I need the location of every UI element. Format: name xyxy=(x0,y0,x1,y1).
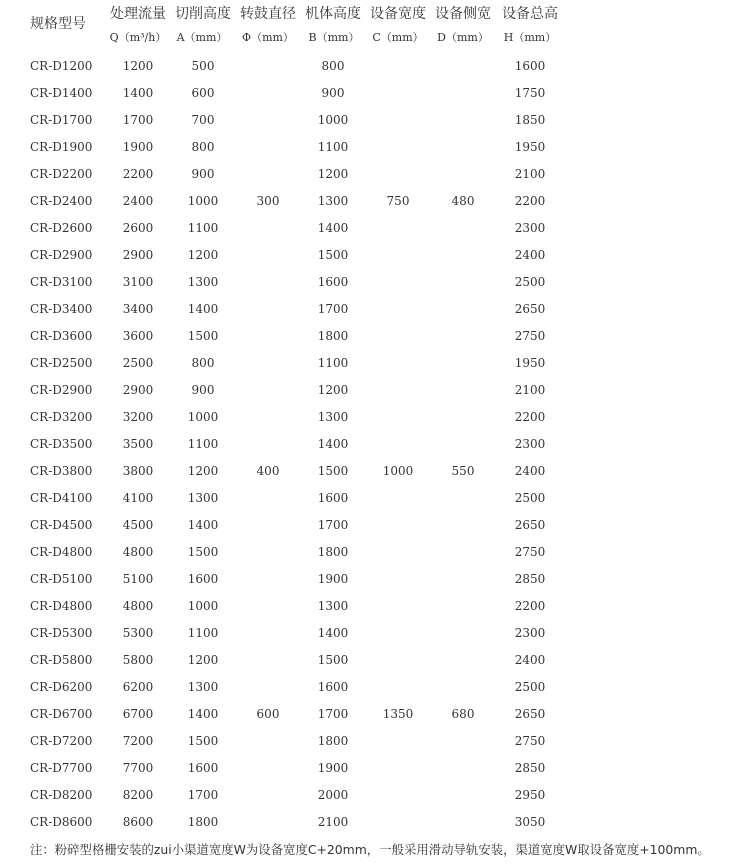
footnote: 注：粉碎型格栅安装的zui小渠道宽度W为设备宽度C+20mm，一般采用滑动导轨安装，渠道宽度W取设备宽度+100mm。 xyxy=(30,842,710,857)
cell-model: CR-D2400 xyxy=(30,194,93,208)
cell-cut-height: 600 xyxy=(191,86,215,100)
cell-width xyxy=(368,296,428,323)
cell-width xyxy=(368,674,428,701)
cell-width xyxy=(368,593,428,620)
cell-total-height: 2750 xyxy=(514,734,546,748)
cell-cut-height: 800 xyxy=(191,356,215,370)
cell-model: CR-D3800 xyxy=(30,464,93,478)
cell-drum-diameter xyxy=(238,377,298,404)
table-row xyxy=(0,350,740,377)
cell-model: CR-D6200 xyxy=(30,680,93,694)
cell-side-width xyxy=(433,431,493,458)
cell-cut-height: 1400 xyxy=(187,302,219,316)
cell-drum-diameter xyxy=(238,53,298,80)
cell-width xyxy=(368,134,428,161)
cell-side-width xyxy=(433,350,493,377)
cell-flow: 1200 xyxy=(122,59,154,73)
cell-width xyxy=(368,350,428,377)
cell-flow: 6700 xyxy=(122,707,154,721)
cell-drum-diameter xyxy=(238,242,298,269)
cell-flow: 5800 xyxy=(122,653,154,667)
cell-flow: 2400 xyxy=(122,194,154,208)
cell-body-height: 2100 xyxy=(317,815,349,829)
cell-body-height: 1900 xyxy=(317,572,349,586)
cell-total-height: 1750 xyxy=(514,86,546,100)
table-row xyxy=(0,323,740,350)
cell-side-width xyxy=(433,809,493,836)
cell-model: CR-D1200 xyxy=(30,59,93,73)
table-row xyxy=(0,458,740,485)
cell-drum-diameter xyxy=(238,80,298,107)
cell-model: CR-D5300 xyxy=(30,626,93,640)
cell-body-height: 1800 xyxy=(317,734,349,748)
cell-flow: 3400 xyxy=(122,302,154,316)
cell-cut-height: 1000 xyxy=(187,410,219,424)
cell-drum-diameter xyxy=(238,296,298,323)
table-row xyxy=(0,296,740,323)
cell-width xyxy=(368,539,428,566)
cell-cut-height: 1200 xyxy=(187,464,219,478)
cell-model: CR-D2500 xyxy=(30,356,93,370)
cell-body-height: 1500 xyxy=(317,653,349,667)
cell-cut-height: 1500 xyxy=(187,329,219,343)
cell-total-height: 3050 xyxy=(514,815,546,829)
cell-total-height: 2300 xyxy=(514,221,546,235)
cell-cut-height: 1100 xyxy=(187,626,219,640)
cell-model: CR-D7200 xyxy=(30,734,93,748)
cell-body-height: 1200 xyxy=(317,383,349,397)
cell-side-width xyxy=(433,728,493,755)
cell-total-height: 2200 xyxy=(514,599,546,613)
table-row xyxy=(0,593,740,620)
cell-total-height: 2950 xyxy=(514,788,546,802)
header-width-title: 设备宽度 xyxy=(370,6,426,22)
cell-flow: 3600 xyxy=(122,329,154,343)
cell-total-height: 2500 xyxy=(514,491,546,505)
cell-total-height: 1600 xyxy=(514,59,546,73)
cell-model: CR-D3500 xyxy=(30,437,93,451)
cell-cut-height: 1000 xyxy=(187,194,219,208)
cell-cut-height: 900 xyxy=(191,383,215,397)
cell-width xyxy=(368,728,428,755)
cell-width xyxy=(368,404,428,431)
cell-model: CR-D6700 xyxy=(30,707,93,721)
cell-flow: 8200 xyxy=(122,788,154,802)
cell-drum-diameter xyxy=(238,782,298,809)
cell-side-width: 480 xyxy=(451,194,475,208)
cell-total-height: 2500 xyxy=(514,275,546,289)
cell-width xyxy=(368,485,428,512)
cell-body-height: 1400 xyxy=(317,437,349,451)
table-row xyxy=(0,188,740,215)
cell-drum-diameter xyxy=(238,755,298,782)
cell-side-width xyxy=(433,134,493,161)
cell-flow: 6200 xyxy=(122,680,154,694)
cell-drum-diameter xyxy=(238,674,298,701)
table-row xyxy=(0,701,740,728)
cell-model: CR-D2900 xyxy=(30,248,93,262)
cell-side-width xyxy=(433,53,493,80)
cell-drum-diameter xyxy=(238,512,298,539)
cell-side-width xyxy=(433,512,493,539)
table-row xyxy=(0,809,740,836)
header-cut-height-unit: A（mm） xyxy=(176,31,228,44)
cell-total-height: 2750 xyxy=(514,545,546,559)
cell-cut-height: 1600 xyxy=(187,572,219,586)
cell-width xyxy=(368,161,428,188)
cell-drum-diameter xyxy=(238,215,298,242)
cell-width xyxy=(368,512,428,539)
cell-drum-diameter xyxy=(238,431,298,458)
cell-body-height: 1800 xyxy=(317,545,349,559)
cell-model: CR-D1700 xyxy=(30,113,93,127)
cell-body-height: 1100 xyxy=(317,140,349,154)
table-row xyxy=(0,755,740,782)
table-body xyxy=(0,53,740,836)
cell-side-width xyxy=(433,161,493,188)
cell-flow: 1700 xyxy=(122,113,154,127)
table-row xyxy=(0,620,740,647)
cell-width xyxy=(368,782,428,809)
cell-drum-diameter xyxy=(238,269,298,296)
table-row xyxy=(0,674,740,701)
cell-body-height: 800 xyxy=(321,59,345,73)
cell-drum-diameter xyxy=(238,350,298,377)
cell-drum-diameter xyxy=(238,728,298,755)
header-drum-diameter-title: 转鼓直径 xyxy=(240,6,296,22)
cell-cut-height: 1300 xyxy=(187,680,219,694)
cell-total-height: 2400 xyxy=(514,653,546,667)
cell-width xyxy=(368,647,428,674)
table-row xyxy=(0,53,740,80)
cell-body-height: 1600 xyxy=(317,491,349,505)
cell-model: CR-D5800 xyxy=(30,653,93,667)
table-row xyxy=(0,539,740,566)
cell-side-width xyxy=(433,620,493,647)
cell-body-height: 1800 xyxy=(317,329,349,343)
cell-width xyxy=(368,242,428,269)
cell-drum-diameter: 400 xyxy=(256,464,280,478)
cell-total-height: 2400 xyxy=(514,248,546,262)
cell-flow: 3800 xyxy=(122,464,154,478)
cell-body-height: 1500 xyxy=(317,248,349,262)
cell-total-height: 2650 xyxy=(514,518,546,532)
cell-body-height: 1300 xyxy=(317,410,349,424)
cell-total-height: 2100 xyxy=(514,383,546,397)
cell-body-height: 1600 xyxy=(317,680,349,694)
cell-total-height: 2200 xyxy=(514,410,546,424)
cell-model: CR-D4800 xyxy=(30,599,93,613)
header-side-width-unit: D（mm） xyxy=(437,31,489,44)
cell-width xyxy=(368,809,428,836)
cell-total-height: 2850 xyxy=(514,761,546,775)
cell-side-width xyxy=(433,566,493,593)
cell-cut-height: 1800 xyxy=(187,815,219,829)
cell-side-width xyxy=(433,269,493,296)
cell-flow: 1900 xyxy=(122,140,154,154)
cell-drum-diameter: 600 xyxy=(256,707,280,721)
cell-model: CR-D3600 xyxy=(30,329,93,343)
cell-drum-diameter xyxy=(238,134,298,161)
cell-cut-height: 1700 xyxy=(187,788,219,802)
cell-model: CR-D2200 xyxy=(30,167,93,181)
cell-side-width xyxy=(433,647,493,674)
cell-total-height: 1950 xyxy=(514,140,546,154)
cell-model: CR-D4800 xyxy=(30,545,93,559)
cell-width: 1000 xyxy=(382,464,414,478)
model-column-header: 规格型号 xyxy=(30,16,86,32)
cell-cut-height: 700 xyxy=(191,113,215,127)
cell-total-height: 2300 xyxy=(514,437,546,451)
cell-side-width xyxy=(433,485,493,512)
cell-body-height: 1300 xyxy=(317,599,349,613)
cell-flow: 2900 xyxy=(122,248,154,262)
cell-side-width xyxy=(433,404,493,431)
cell-cut-height: 1600 xyxy=(187,761,219,775)
cell-flow: 5100 xyxy=(122,572,154,586)
cell-side-width xyxy=(433,107,493,134)
cell-body-height: 2000 xyxy=(317,788,349,802)
cell-total-height: 2750 xyxy=(514,329,546,343)
cell-drum-diameter xyxy=(238,566,298,593)
cell-flow: 2200 xyxy=(122,167,154,181)
cell-flow: 1400 xyxy=(122,86,154,100)
cell-body-height: 1500 xyxy=(317,464,349,478)
cell-total-height: 1850 xyxy=(514,113,546,127)
cell-cut-height: 1100 xyxy=(187,221,219,235)
cell-width xyxy=(368,80,428,107)
table-row xyxy=(0,80,740,107)
cell-side-width xyxy=(433,296,493,323)
cell-flow: 2600 xyxy=(122,221,154,235)
cell-flow: 3200 xyxy=(122,410,154,424)
header-body-height-title: 机体高度 xyxy=(305,6,361,22)
cell-side-width xyxy=(433,377,493,404)
cell-model: CR-D3100 xyxy=(30,275,93,289)
cell-model: CR-D8200 xyxy=(30,788,93,802)
cell-model: CR-D4500 xyxy=(30,518,93,532)
cell-width xyxy=(368,755,428,782)
cell-width xyxy=(368,53,428,80)
cell-model: CR-D1400 xyxy=(30,86,93,100)
cell-body-height: 1200 xyxy=(317,167,349,181)
cell-total-height: 2650 xyxy=(514,302,546,316)
cell-drum-diameter xyxy=(238,323,298,350)
cell-cut-height: 900 xyxy=(191,167,215,181)
cell-flow: 2500 xyxy=(122,356,154,370)
table-row xyxy=(0,161,740,188)
cell-side-width xyxy=(433,782,493,809)
header-flow-title: 处理流量 xyxy=(110,6,166,22)
cell-drum-diameter: 300 xyxy=(256,194,280,208)
cell-side-width xyxy=(433,80,493,107)
cell-body-height: 1700 xyxy=(317,518,349,532)
cell-cut-height: 1200 xyxy=(187,653,219,667)
cell-width xyxy=(368,566,428,593)
cell-model: CR-D4100 xyxy=(30,491,93,505)
cell-body-height: 1300 xyxy=(317,194,349,208)
cell-model: CR-D3200 xyxy=(30,410,93,424)
cell-flow: 2900 xyxy=(122,383,154,397)
table-row xyxy=(0,404,740,431)
header-drum-diameter-unit: Φ（mm） xyxy=(242,31,294,44)
table-row xyxy=(0,512,740,539)
cell-width xyxy=(368,377,428,404)
cell-width xyxy=(368,269,428,296)
cell-side-width xyxy=(433,539,493,566)
cell-width xyxy=(368,620,428,647)
cell-cut-height: 500 xyxy=(191,59,215,73)
cell-body-height: 1700 xyxy=(317,302,349,316)
table-row xyxy=(0,269,740,296)
header-total-height-unit: H（mm） xyxy=(503,31,557,44)
header-cut-height-title: 切削高度 xyxy=(175,6,231,22)
table-row xyxy=(0,782,740,809)
cell-model: CR-D1900 xyxy=(30,140,93,154)
cell-model: CR-D2600 xyxy=(30,221,93,235)
cell-body-height: 1400 xyxy=(317,221,349,235)
cell-cut-height: 1500 xyxy=(187,734,219,748)
table-row xyxy=(0,647,740,674)
table-row xyxy=(0,215,740,242)
cell-cut-height: 1000 xyxy=(187,599,219,613)
cell-width xyxy=(368,107,428,134)
cell-drum-diameter xyxy=(238,161,298,188)
cell-total-height: 2100 xyxy=(514,167,546,181)
cell-drum-diameter xyxy=(238,107,298,134)
cell-width xyxy=(368,431,428,458)
cell-cut-height: 1400 xyxy=(187,707,219,721)
cell-side-width xyxy=(433,242,493,269)
table-row xyxy=(0,485,740,512)
cell-drum-diameter xyxy=(238,404,298,431)
cell-drum-diameter xyxy=(238,620,298,647)
header-side-width-title: 设备侧宽 xyxy=(435,6,491,22)
cell-body-height: 1700 xyxy=(317,707,349,721)
cell-side-width xyxy=(433,674,493,701)
cell-body-height: 1000 xyxy=(317,113,349,127)
cell-cut-height: 1300 xyxy=(187,491,219,505)
cell-drum-diameter xyxy=(238,593,298,620)
cell-total-height: 1950 xyxy=(514,356,546,370)
cell-flow: 4100 xyxy=(122,491,154,505)
header-total-height-title: 设备总高 xyxy=(502,6,558,22)
cell-total-height: 2300 xyxy=(514,626,546,640)
cell-flow: 5300 xyxy=(122,626,154,640)
cell-flow: 7700 xyxy=(122,761,154,775)
cell-width xyxy=(368,323,428,350)
cell-cut-height: 1400 xyxy=(187,518,219,532)
header-width-unit: C（mm） xyxy=(372,31,424,44)
cell-side-width: 680 xyxy=(451,707,475,721)
cell-side-width: 550 xyxy=(451,464,475,478)
cell-flow: 3500 xyxy=(122,437,154,451)
cell-flow: 3100 xyxy=(122,275,154,289)
cell-body-height: 1900 xyxy=(317,761,349,775)
table-row xyxy=(0,134,740,161)
cell-drum-diameter xyxy=(238,539,298,566)
cell-side-width xyxy=(433,215,493,242)
cell-cut-height: 1200 xyxy=(187,248,219,262)
header-body-height-unit: B（mm） xyxy=(308,31,360,44)
table-row xyxy=(0,377,740,404)
cell-cut-height: 1500 xyxy=(187,545,219,559)
cell-cut-height: 1100 xyxy=(187,437,219,451)
cell-flow: 4800 xyxy=(122,599,154,613)
cell-model: CR-D8600 xyxy=(30,815,93,829)
cell-total-height: 2850 xyxy=(514,572,546,586)
cell-model: CR-D2900 xyxy=(30,383,93,397)
cell-flow: 7200 xyxy=(122,734,154,748)
cell-drum-diameter xyxy=(238,647,298,674)
cell-model: CR-D3400 xyxy=(30,302,93,316)
cell-width xyxy=(368,215,428,242)
table-row xyxy=(0,107,740,134)
cell-body-height: 1600 xyxy=(317,275,349,289)
cell-body-height: 1100 xyxy=(317,356,349,370)
table-row xyxy=(0,431,740,458)
cell-side-width xyxy=(433,323,493,350)
cell-width: 750 xyxy=(386,194,410,208)
header-flow-unit: Q（m³/h） xyxy=(109,31,167,44)
cell-width: 1350 xyxy=(382,707,414,721)
cell-total-height: 2500 xyxy=(514,680,546,694)
table-row xyxy=(0,242,740,269)
table-row xyxy=(0,566,740,593)
cell-body-height: 900 xyxy=(321,86,345,100)
cell-cut-height: 800 xyxy=(191,140,215,154)
cell-cut-height: 1300 xyxy=(187,275,219,289)
cell-total-height: 2400 xyxy=(514,464,546,478)
cell-side-width xyxy=(433,755,493,782)
cell-model: CR-D5100 xyxy=(30,572,93,586)
cell-body-height: 1400 xyxy=(317,626,349,640)
cell-drum-diameter xyxy=(238,809,298,836)
cell-flow: 4800 xyxy=(122,545,154,559)
cell-total-height: 2200 xyxy=(514,194,546,208)
table-row xyxy=(0,728,740,755)
cell-flow: 8600 xyxy=(122,815,154,829)
cell-flow: 4500 xyxy=(122,518,154,532)
cell-side-width xyxy=(433,593,493,620)
cell-drum-diameter xyxy=(238,485,298,512)
cell-total-height: 2650 xyxy=(514,707,546,721)
cell-model: CR-D7700 xyxy=(30,761,93,775)
